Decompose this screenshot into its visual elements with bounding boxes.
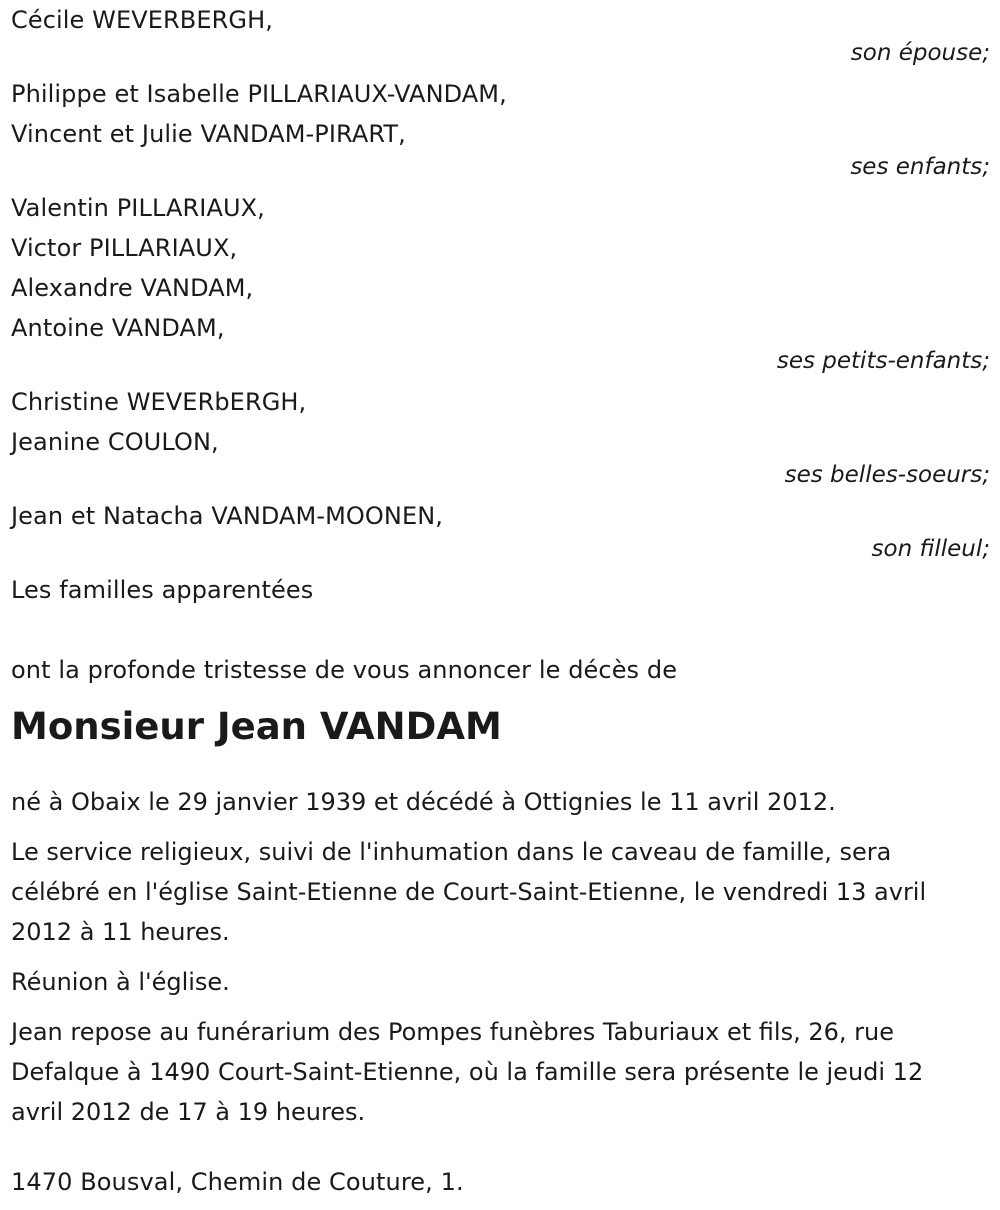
family-name: Valentin PILLARIAUX, <box>11 194 265 222</box>
family-name: Philippe et Isabelle PILLARIAUX-VANDAM, <box>11 80 507 108</box>
family-role: ses belles-soeurs; <box>784 462 990 488</box>
meeting-paragraph: Réunion à l'église. <box>11 968 230 996</box>
birth-death-paragraph: né à Obaix le 29 janvier 1939 et décédé à Ottignies le 11 avril 2012. <box>11 788 836 816</box>
deceased-name: Monsieur Jean VANDAM <box>11 705 502 748</box>
family-name: Victor PILLARIAUX, <box>11 234 238 262</box>
family-name: Christine WEVERbERGH, <box>11 388 307 416</box>
family-name: Antoine VANDAM, <box>11 314 225 342</box>
announcement-line: ont la profonde tristesse de vous annoncer le décès de <box>11 656 678 684</box>
family-group-godson <box>11 496 990 562</box>
family-name: Jeanine COULON, <box>11 428 219 456</box>
family-role: ses petits-enfants; <box>776 348 990 374</box>
relatives-line: Les familles apparentées <box>11 576 314 604</box>
family-role: son filleul; <box>871 536 990 562</box>
family-role: son épouse; <box>850 40 990 66</box>
family-group-children <box>11 74 990 180</box>
death-notice <box>11 0 990 1202</box>
family-name: Vincent et Julie VANDAM-PIRART, <box>11 120 406 148</box>
family-role: ses enfants; <box>850 154 990 180</box>
family-name: Jean et Natacha VANDAM-MOONEN, <box>11 502 443 530</box>
family-group-grandchildren <box>11 188 990 374</box>
address-line: 1470 Bousval, Chemin de Couture, 1. <box>11 1168 464 1196</box>
family-name: Alexandre VANDAM, <box>11 274 254 302</box>
family-name: Cécile WEVERBERGH, <box>11 6 273 34</box>
service-paragraph: Le service religieux, suivi de l'inhumation dans le caveau de famille, sera célébré en l'église Saint-Etienne de Court-Saint-Etienne, le vendredi 13 avril 2012 à 11 heures. <box>11 838 927 946</box>
family-group-sisters-in-law <box>11 382 990 488</box>
funeral-home-paragraph: Jean repose au funérarium des Pompes funèbres Taburiaux et fils, 26, rue Defalque à 1490 Court-Saint-Etienne, où la famille sera présente le jeudi 12 avril 2012 de 17 à 19 heures. <box>11 1018 924 1126</box>
family-group-spouse <box>11 0 990 66</box>
